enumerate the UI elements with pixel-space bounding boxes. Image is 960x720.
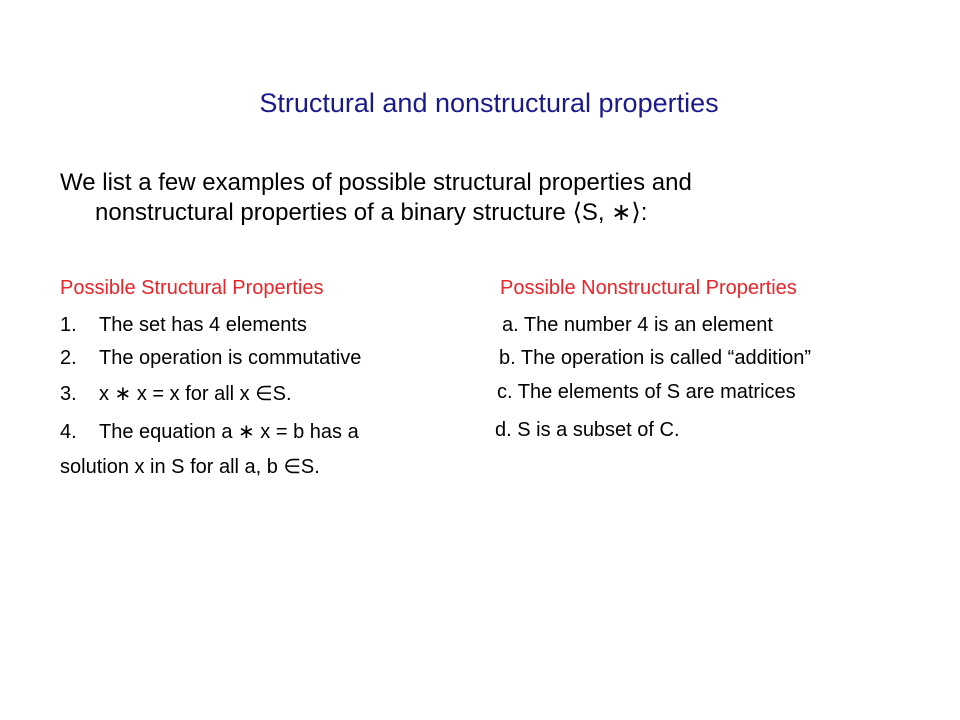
structural-number: 3. [60, 383, 77, 405]
structural-item: x ∗ x = x for all x ∈S. [99, 383, 292, 405]
nonstructural-item: a. The number 4 is an element [502, 314, 773, 336]
intro-paragraph [60, 168, 900, 228]
header-row [60, 277, 797, 300]
property-row-4 [60, 419, 680, 444]
structural-item: The operation is commutative [99, 347, 362, 369]
structural-number: 4. [60, 421, 77, 443]
intro-line-1: We list a few examples of possible structural properties and [60, 169, 692, 196]
structural-item: The equation a ∗ x = b has a [99, 421, 359, 443]
structural-number: 1. [60, 314, 77, 336]
intro-line-2: nonstructural properties of a binary structure ⟨S, ∗⟩: [95, 199, 648, 226]
structural-header: Possible Structural Properties [60, 277, 324, 299]
structural-continuation: solution x in S for all a, b ∈S. [60, 456, 320, 478]
property-row-1 [60, 314, 773, 337]
nonstructural-item: c. The elements of S are matrices [497, 381, 796, 403]
property-row-3 [60, 381, 796, 406]
structural-number: 2. [60, 347, 77, 369]
nonstructural-header: Possible Nonstructural Properties [500, 277, 797, 299]
structural-item: The set has 4 elements [99, 314, 307, 336]
nonstructural-item: d. S is a subset of C. [495, 419, 680, 441]
nonstructural-item: b. The operation is called “addition” [499, 347, 812, 369]
slide-title: Structural and nonstructural properties [259, 88, 719, 118]
property-row-2 [60, 347, 812, 370]
